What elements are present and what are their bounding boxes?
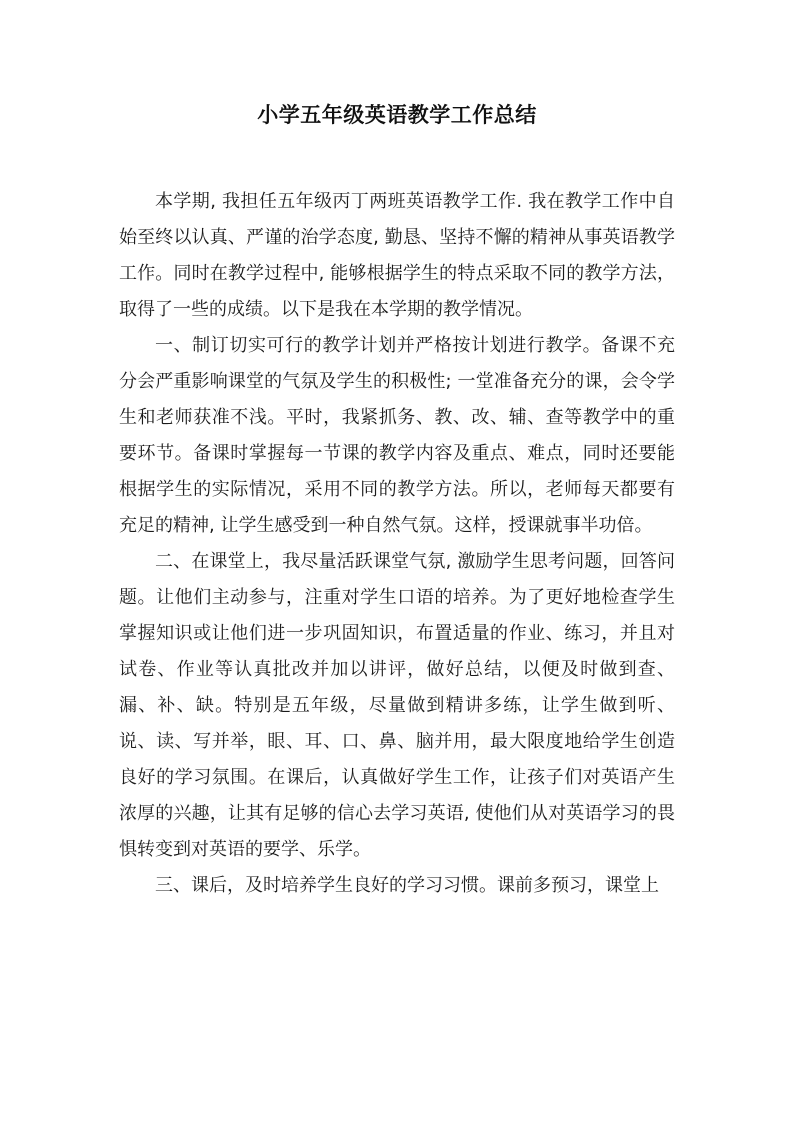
- document-title: 小学五年级英语教学工作总结: [257, 102, 537, 127]
- paragraph-intro: 本学期, 我担任五年级丙丁两班英语教学工作. 我在教学工作中自始至终以认真、严谨的治学态度, 勤恳、坚持不懈的精神从事英语教学工作。同时在教学过程中, 能够根据学生的特点采取不同的教学方法，取得了一些的成绩。以下是我在本学期的教学情况。: [119, 191, 675, 320]
- paragraph-section-3: 三、课后，及时培养学生良好的学习习惯。课前多预习，课堂上: [155, 875, 659, 896]
- document-body: [119, 184, 675, 904]
- paragraph-section-1: 一、制订切实可行的教学计划并严格按计划进行教学。备课不充分会严重影响课堂的气氛及学生的积极性; 一堂准备充分的课，会令学生和老师获准不浅。平时，我紧抓务、教、改、辅、查等教学中的重要环节。备课时掌握每一节课的教学内容及重点、难点，同时还要能根据学生的实际情况，采用不同的教学方法。所以，老师每天都要有充足的精神, 让学生感受到一种自然气氛。这样，授课就事半功倍。: [119, 335, 675, 536]
- paragraph-section-2: 二、在课堂上，我尽量活跃课堂气氛, 激励学生思考问题，回答问题。让他们主动参与，注重对学生口语的培养。为了更好地检查学生掌握知识或让他们进一步巩固知识，布置适量的作业、练习，并且对试卷、作业等认真批改并加以讲评，做好总结，以便及时做到查、漏、补、缺。特别是五年级，尽量做到精讲多练，让学生做到听、说、读、写并举，眼、耳、口、鼻、脑并用，最大限度地给学生创造良好的学习氛围。在课后，认真做好学生工作，让孩子们对英语产生浓厚的兴趣，让其有足够的信心去学习英语, 使他们从对英语学习的畏惧转变到对英语的要学、乐学。: [119, 551, 675, 860]
